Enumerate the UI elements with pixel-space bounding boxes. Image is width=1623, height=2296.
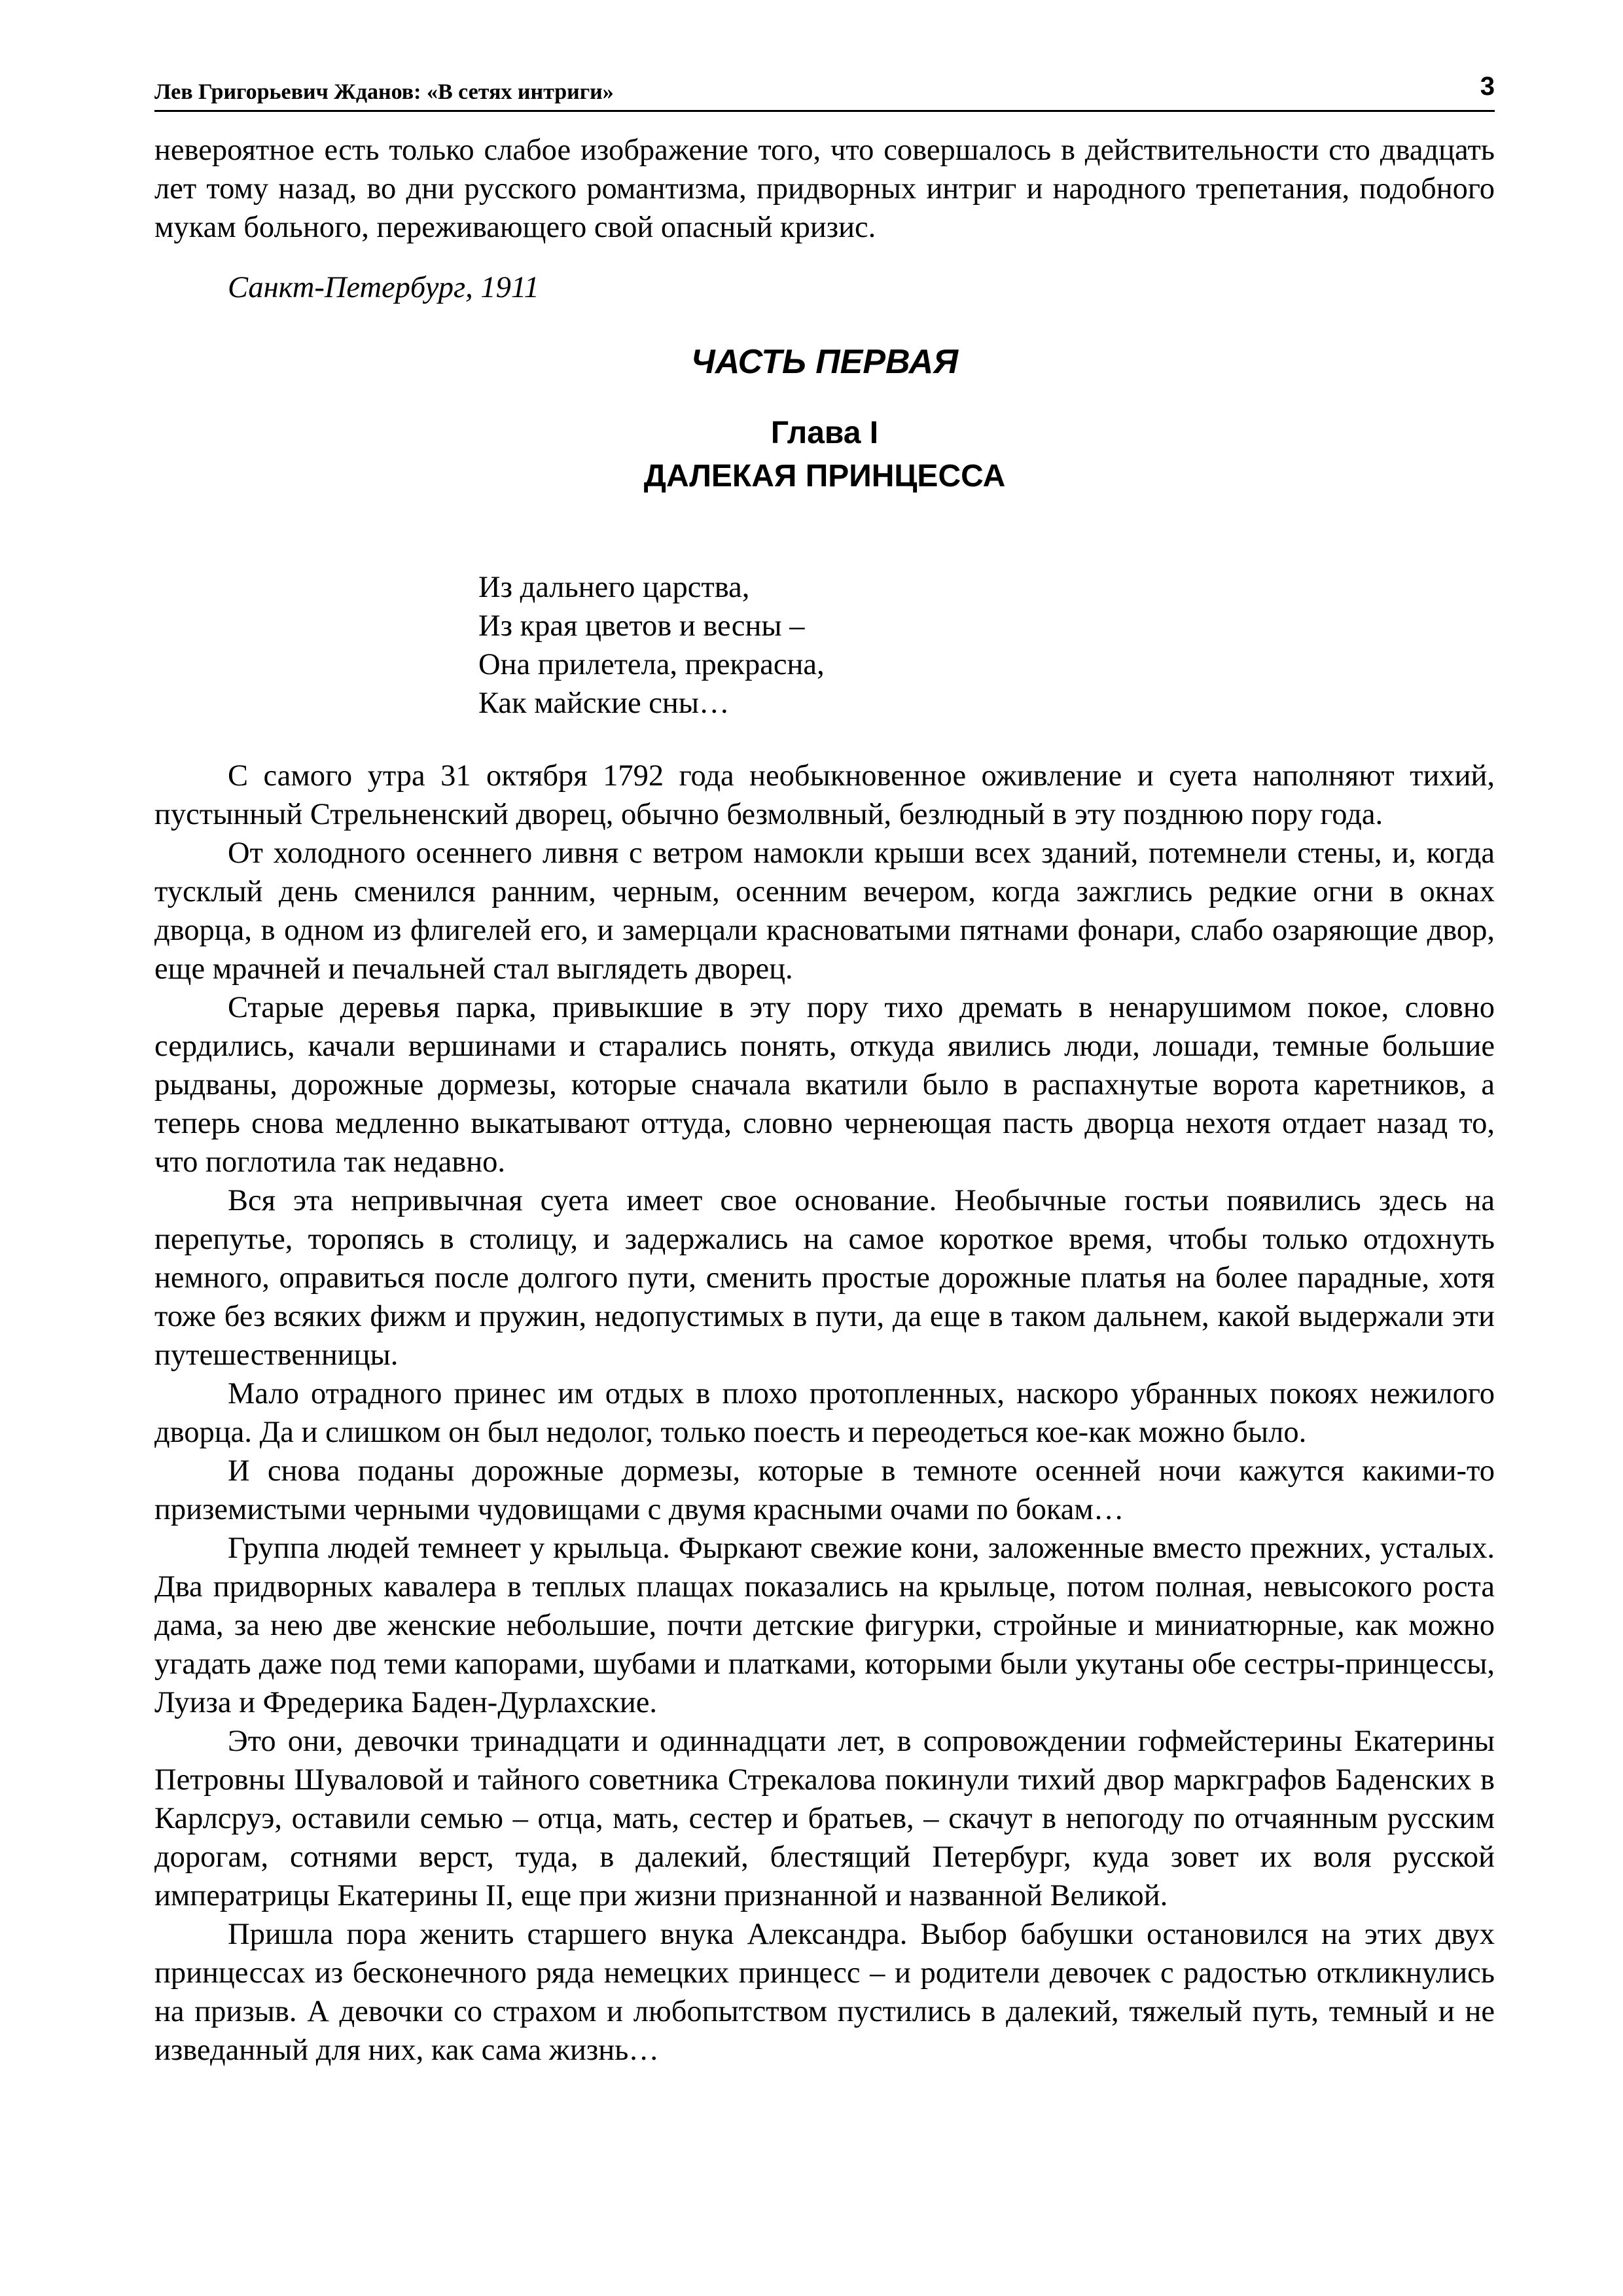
chapter-title: ДАЛЕКАЯ ПРИНЦЕССА [643,459,1006,493]
epigraph-line: Из дальнего царства, [478,571,750,604]
running-title: Лев Григорьевич Жданов: «В сетях интриги» [154,80,614,104]
body-paragraph: Вся эта непривычная суета имеет свое основание. Необычные гостьи появились здесь на перепутье, торопясь в столицу, и задержались на самое короткое время, чтобы только отдохнуть немного, оправиться после долгого пути, сменить простые дорожные платья на более парадные, хотя тоже без всяких фижм и пружин, недопустимых в пути, да еще в таком дальнем, какой выдержали эти путешественницы. [154,1184,1495,1372]
body-paragraph: От холодного осеннего ливня с ветром намокли крыши всех зданий, потемнели стены, и, когда тусклый день сменился ранним, черным, осенним вечером, когда зажглись редкие огни в окнах дворца, в одном из флигелей его, и замерцали красноватыми пятнами фонари, слабо озаряющие двор, еще мрачней и печальней стал выглядеть дворец. [154,836,1495,986]
body-paragraph: Старые деревья парка, привыкшие в эту пору тихо дремать в ненарушимом покое, словно сердились, качали вершинами и старались понять, откуда явились люди, лошади, темные большие рыдваны, дорожные дормезы, которые сначала вкатили было в распахнутые ворота каретников, а теперь снова медленно выкатывают оттуда, словно чернеющая пасть дворца нехотя отдает назад то, что поглотила так недавно. [154,991,1495,1179]
epigraph-line: Как майские сны… [478,687,730,720]
chapter-body [154,757,1495,2070]
body-paragraph: Группа людей темнеет у крыльца. Фыркают свежие кони, заложенные вместо прежних, усталых. Два придворных кавалера в теплых плащах показались на крыльце, потом полная, невысокого роста дама, за нею две женские небольшие, почти детские фигурки, стройные и миниатюрные, как можно угадать даже под теми капорами, шубами и платками, которыми были укутаны обе сестры-принцессы, Луиза и Фредерика Баден-Дурлахские. [154,1532,1495,1719]
chapter-number: Глава I [770,416,879,450]
epigraph [478,568,1495,723]
body-paragraph: Мало отрадного принес им отдых в плохо протопленных, наскоро убранных покоях нежилого дворца. Да и слишком он был недолог, только поесть и переодеться кое-как можно было. [154,1377,1495,1449]
epigraph-line: Она прилетела, прекрасна, [478,648,825,681]
page-content [154,131,1495,2070]
intro-paragraph: невероятное есть только слабое изображение того, что совершалось в действительности сто двадцать лет тому назад, во дни русского романтизма, придворных интриг и народного трепетания, подобного мукам больного, переживающего свой опасный кризис. [154,134,1495,244]
body-paragraph: И снова поданы дорожные дормезы, которые в темноте осенней ночи кажутся какими-то приземистыми черными чудовищами с двумя красными очами по бокам… [154,1454,1495,1526]
body-paragraph: С самого утра 31 октября 1792 года необыкновенное оживление и суета наполняют тихий, пустынный Стрельненский дворец, обычно безмолвный, безлюдный в эту позднюю пору года. [154,759,1495,831]
epigraph-line: Из края цветов и весны – [478,609,805,643]
body-paragraph: Пришла пора женить старшего внука Александра. Выбор бабушки остановился на этих двух принцессах из бесконечного ряда немецких принцесс – и родители девочек с радостью откликнулись на призыв. А девочки со страхом и любопытством пустились в далекий, тяжелый путь, темный и не изведанный для них, как сама жизнь… [154,1918,1495,2067]
page-number: 3 [1480,72,1495,101]
place-date: Санкт-Петербург, 1911 [228,271,539,304]
part-title: ЧАСТЬ ПЕРВАЯ [690,343,959,381]
page-header [154,72,1495,112]
body-paragraph: Это они, девочки тринадцати и одиннадцати лет, в сопровождении гофмейстерины Екатерины Петровны Шуваловой и тайного советника Стрекалова покинули тихий двор маркграфов Баденских в Карлсруэ, оставили семью – отца, мать, сестер и братьев, – скачут в непогоду по отчаянным русским дорогам, сотнями верст, туда, в далекий, блестящий Петербург, куда зовет их воля русской императрицы Екатерины II, еще при жизни признанной и названной Великой. [154,1725,1495,1912]
